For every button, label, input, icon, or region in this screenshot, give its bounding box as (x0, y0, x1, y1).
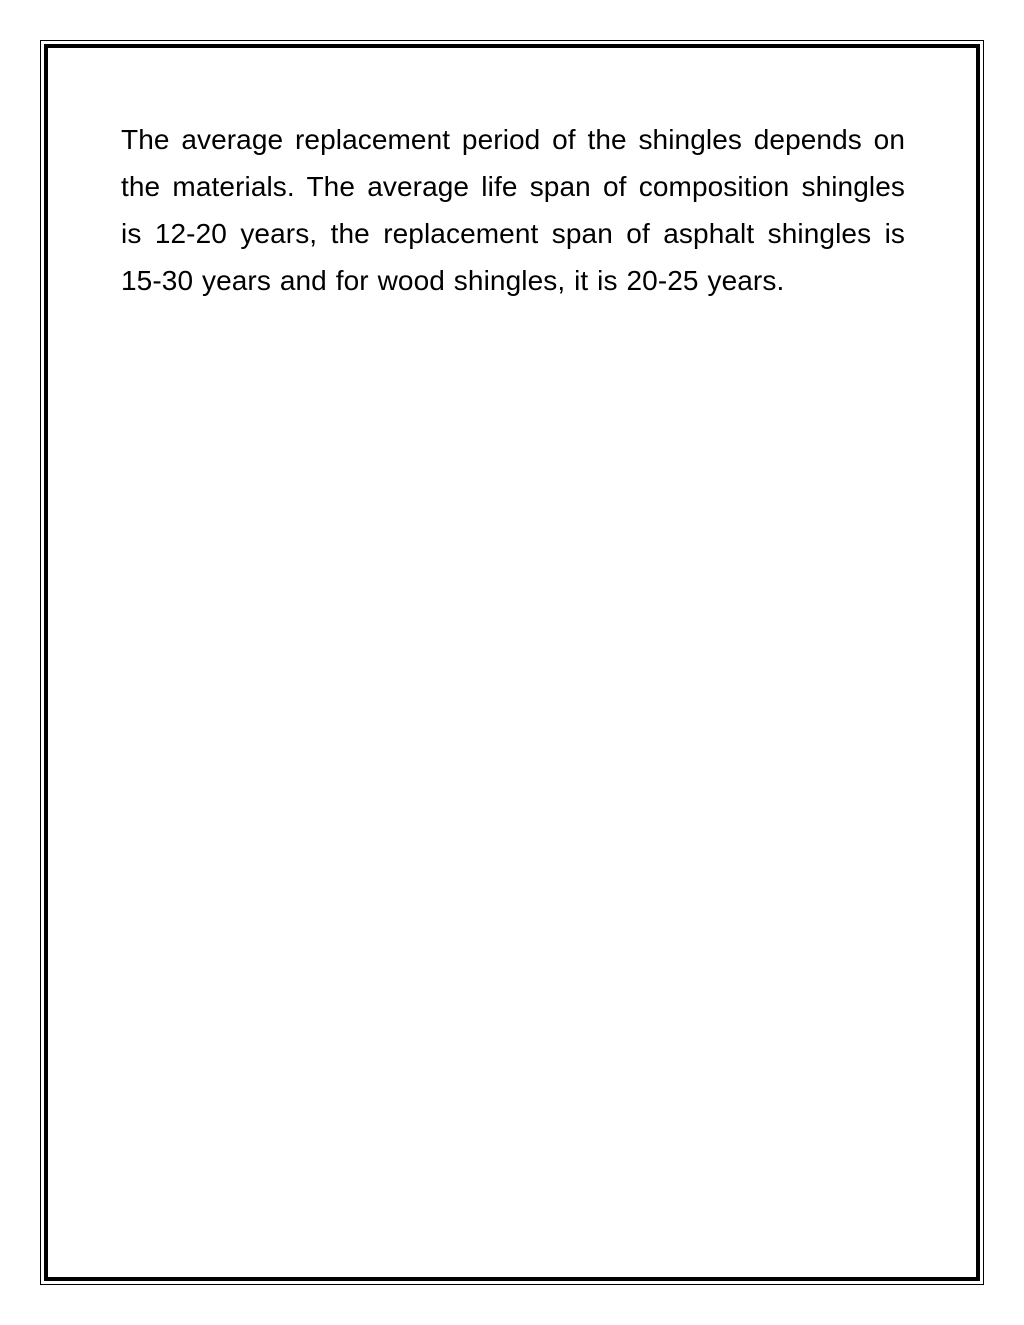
document-body (121, 116, 905, 304)
body-paragraph: The average replacement period of the shingles depends on the materials. The average life span of composition shingles is 12-20 years, the replacement span of asphalt shingles is 15-30 years and for wood shingles, it is 20-25 years. (121, 124, 905, 296)
